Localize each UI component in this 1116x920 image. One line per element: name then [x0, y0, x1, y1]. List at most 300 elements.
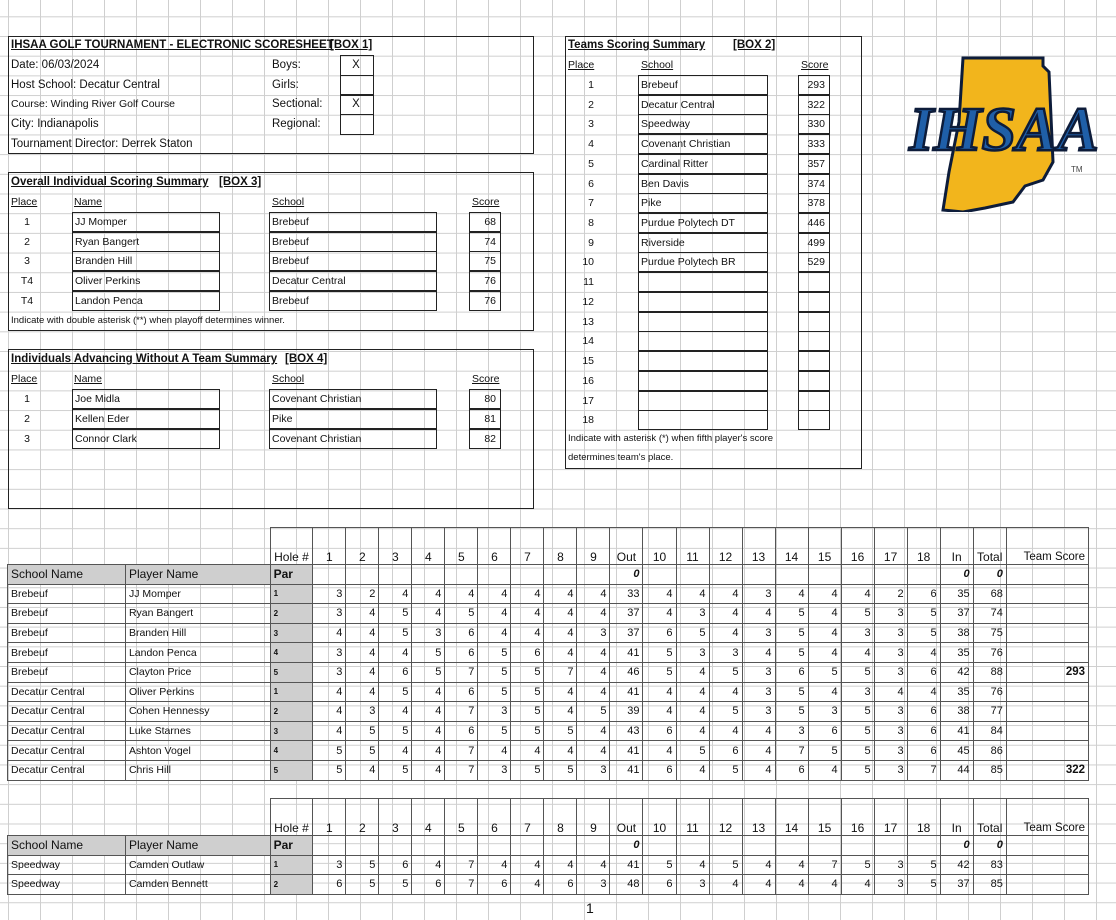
- hole-score[interactable]: 5: [775, 623, 808, 643]
- hole-score[interactable]: 42: [940, 855, 973, 875]
- hole-score[interactable]: 38: [940, 702, 973, 722]
- hole-score[interactable]: 6: [511, 643, 544, 663]
- hole-score[interactable]: 5: [841, 662, 874, 682]
- teams-place: 3: [588, 118, 594, 131]
- hole-score[interactable]: 3: [874, 760, 907, 780]
- hole-score[interactable]: 3: [841, 682, 874, 702]
- hole-score[interactable]: 5: [709, 855, 742, 875]
- hole-score[interactable]: 4: [676, 721, 709, 741]
- hole-score[interactable]: 5: [511, 721, 544, 741]
- school-name: Decatur Central: [8, 702, 126, 722]
- hole-score[interactable]: 4: [841, 584, 874, 604]
- hole-score[interactable]: 4: [379, 741, 412, 761]
- hole-score[interactable]: 4: [643, 702, 676, 722]
- player-name: Luke Starnes: [125, 721, 270, 741]
- hole-score[interactable]: 5: [841, 741, 874, 761]
- hole-score[interactable]: 37: [610, 604, 643, 624]
- hole-score[interactable]: 4: [412, 760, 445, 780]
- hole-score[interactable]: 5: [709, 702, 742, 722]
- hole-score[interactable]: 6: [643, 760, 676, 780]
- hole-score[interactable]: 4: [478, 741, 511, 761]
- hole-score[interactable]: 4: [478, 855, 511, 875]
- hole-score[interactable]: 4: [544, 643, 577, 663]
- hole-score[interactable]: 3: [808, 702, 841, 722]
- hole-score[interactable]: 41: [940, 721, 973, 741]
- hole-score[interactable]: 37: [940, 604, 973, 624]
- hole-score[interactable]: 4: [577, 682, 610, 702]
- hole-score[interactable]: 6: [445, 623, 478, 643]
- par-cell: [643, 565, 676, 585]
- hole-score[interactable]: 4: [346, 604, 379, 624]
- hole-score[interactable]: 85: [973, 875, 1006, 895]
- hole-score[interactable]: 5: [313, 760, 346, 780]
- hole-score[interactable]: 5: [841, 604, 874, 624]
- hole-score[interactable]: 4: [808, 760, 841, 780]
- hole-score[interactable]: 5: [379, 875, 412, 895]
- hole-score[interactable]: 4: [709, 875, 742, 895]
- hole-score[interactable]: 35: [940, 682, 973, 702]
- hole-score[interactable]: 6: [445, 721, 478, 741]
- hole-score[interactable]: 4: [808, 623, 841, 643]
- hole-score[interactable]: 4: [874, 682, 907, 702]
- hole-score[interactable]: 35: [940, 643, 973, 663]
- hole-score[interactable]: 5: [841, 702, 874, 722]
- teams-note-2: determines team's place.: [568, 452, 674, 463]
- player-number: 3: [270, 623, 313, 643]
- overall-place: T4: [20, 275, 34, 288]
- hole-score[interactable]: 4: [742, 604, 775, 624]
- hole-score[interactable]: 6: [907, 741, 940, 761]
- teams-place: 4: [588, 138, 594, 151]
- hole-score[interactable]: 4: [742, 643, 775, 663]
- hole-score[interactable]: 4: [346, 682, 379, 702]
- player-name: Oliver Perkins: [125, 682, 270, 702]
- hole-score[interactable]: 41: [610, 760, 643, 780]
- hole-score[interactable]: 4: [577, 604, 610, 624]
- hole-score[interactable]: 4: [676, 662, 709, 682]
- hole-score[interactable]: 4: [676, 760, 709, 780]
- hole-score[interactable]: 41: [610, 643, 643, 663]
- hole-score[interactable]: 5: [346, 741, 379, 761]
- hole-score[interactable]: 3: [742, 623, 775, 643]
- hole-score[interactable]: 4: [808, 643, 841, 663]
- hole-score[interactable]: 5: [775, 702, 808, 722]
- overall-name: JJ Momper: [75, 216, 127, 228]
- hole-score[interactable]: 6: [313, 875, 346, 895]
- hole-score[interactable]: 68: [973, 584, 1006, 604]
- hole-score[interactable]: 4: [709, 604, 742, 624]
- hole-score[interactable]: 4: [643, 584, 676, 604]
- hole-score[interactable]: 5: [643, 662, 676, 682]
- hole-score[interactable]: 5: [445, 604, 478, 624]
- par-cell: [445, 836, 478, 856]
- hole-score[interactable]: 3: [874, 643, 907, 663]
- teams-school-box: [638, 312, 768, 332]
- player-number: 1: [270, 584, 313, 604]
- hole-score[interactable]: 7: [445, 662, 478, 682]
- hole-score[interactable]: 4: [313, 623, 346, 643]
- hole-score[interactable]: 6: [412, 875, 445, 895]
- hole-score[interactable]: 41: [610, 855, 643, 875]
- hole-score[interactable]: 4: [709, 721, 742, 741]
- hole-score[interactable]: 5: [841, 855, 874, 875]
- logo-tm: TM: [1071, 165, 1083, 174]
- hole-score[interactable]: 3: [313, 604, 346, 624]
- hole-score[interactable]: 4: [907, 643, 940, 663]
- hole-score[interactable]: 4: [412, 682, 445, 702]
- hole-score[interactable]: 3: [874, 702, 907, 722]
- hole-score[interactable]: 3: [742, 682, 775, 702]
- hole-score[interactable]: 5: [346, 721, 379, 741]
- hole-score[interactable]: 4: [577, 584, 610, 604]
- hole-score[interactable]: 6: [808, 721, 841, 741]
- box1-label: [BOX 1]: [330, 39, 373, 51]
- hole-score[interactable]: 5: [511, 702, 544, 722]
- hole-score[interactable]: 3: [412, 623, 445, 643]
- hole-score[interactable]: 4: [379, 643, 412, 663]
- hole-score[interactable]: 4: [808, 604, 841, 624]
- hole-score[interactable]: 5: [577, 702, 610, 722]
- hole-score[interactable]: 4: [676, 584, 709, 604]
- hole-score[interactable]: 5: [346, 855, 379, 875]
- hole-score[interactable]: 4: [544, 702, 577, 722]
- overall-place: 1: [24, 216, 30, 228]
- hole-score[interactable]: 5: [478, 643, 511, 663]
- hole-score[interactable]: 5: [676, 623, 709, 643]
- hole-score[interactable]: 4: [808, 875, 841, 895]
- hole-score[interactable]: 5: [775, 604, 808, 624]
- hole-score[interactable]: 5: [775, 682, 808, 702]
- hole-score[interactable]: 5: [412, 662, 445, 682]
- hole-score[interactable]: 3: [775, 721, 808, 741]
- hole-score[interactable]: 4: [412, 604, 445, 624]
- hole-score[interactable]: 4: [577, 855, 610, 875]
- hole-score[interactable]: 3: [874, 662, 907, 682]
- hole-score[interactable]: 3: [874, 741, 907, 761]
- team-score: [1006, 604, 1088, 624]
- hole-score[interactable]: 37: [610, 623, 643, 643]
- hole-score[interactable]: 5: [379, 721, 412, 741]
- hole-score[interactable]: 7: [775, 741, 808, 761]
- hole-score[interactable]: 4: [544, 604, 577, 624]
- hole-score[interactable]: 3: [742, 702, 775, 722]
- hole-score[interactable]: 4: [478, 623, 511, 643]
- hole-score[interactable]: 5: [775, 643, 808, 663]
- hole-score[interactable]: 5: [511, 682, 544, 702]
- hole-score[interactable]: 5: [907, 604, 940, 624]
- hole-score[interactable]: 4: [544, 855, 577, 875]
- hole-number: 9: [577, 528, 610, 565]
- hole-score[interactable]: 3: [841, 623, 874, 643]
- girls-checkbox[interactable]: [340, 75, 374, 96]
- hole-score[interactable]: 5: [907, 855, 940, 875]
- hole-score[interactable]: 7: [445, 702, 478, 722]
- hole-score[interactable]: 4: [379, 702, 412, 722]
- hole-score[interactable]: 4: [412, 721, 445, 741]
- hole-score[interactable]: 4: [313, 702, 346, 722]
- hole-score[interactable]: 4: [346, 760, 379, 780]
- hole-score[interactable]: 38: [940, 623, 973, 643]
- hole-score[interactable]: 3: [577, 760, 610, 780]
- hole-score[interactable]: 4: [808, 682, 841, 702]
- hole-score[interactable]: 4: [511, 623, 544, 643]
- advancing-name: Kellen Eder: [75, 412, 130, 425]
- hole-score[interactable]: 37: [940, 875, 973, 895]
- hole-score[interactable]: 4: [511, 741, 544, 761]
- hole-score[interactable]: 6: [445, 682, 478, 702]
- hole-score[interactable]: 4: [544, 682, 577, 702]
- hole-score[interactable]: 41: [610, 741, 643, 761]
- hole-score[interactable]: 6: [775, 662, 808, 682]
- hole-score[interactable]: 6: [643, 623, 676, 643]
- hole-score[interactable]: 84: [973, 721, 1006, 741]
- player-row: [8, 584, 1089, 604]
- hole-score[interactable]: 5: [478, 662, 511, 682]
- hole-score[interactable]: 7: [808, 855, 841, 875]
- hole-score[interactable]: 3: [313, 643, 346, 663]
- player-number: 3: [270, 721, 313, 741]
- hole-score[interactable]: 5: [511, 760, 544, 780]
- hole-score[interactable]: 3: [346, 702, 379, 722]
- hole-score[interactable]: 4: [643, 682, 676, 702]
- hole-score[interactable]: 3: [742, 662, 775, 682]
- hole-score[interactable]: 5: [643, 643, 676, 663]
- hole-score[interactable]: 3: [874, 623, 907, 643]
- hole-score[interactable]: 4: [808, 584, 841, 604]
- hole-score[interactable]: 2: [874, 584, 907, 604]
- hole-score[interactable]: 3: [577, 623, 610, 643]
- hole-score[interactable]: 6: [379, 855, 412, 875]
- hole-score[interactable]: 6: [907, 584, 940, 604]
- hole-number: 9: [577, 799, 610, 836]
- hole-score[interactable]: 3: [676, 875, 709, 895]
- hole-score[interactable]: 5: [412, 643, 445, 663]
- par-cell: [313, 565, 346, 585]
- teams-col-score: Score: [801, 59, 829, 71]
- hole-score[interactable]: 5: [379, 682, 412, 702]
- hole-score[interactable]: 5: [544, 721, 577, 741]
- overall-place: 2: [24, 235, 30, 248]
- hole-score[interactable]: 4: [544, 623, 577, 643]
- hole-score[interactable]: 88: [973, 662, 1006, 682]
- hole-score[interactable]: 5: [907, 875, 940, 895]
- hole-score[interactable]: 4: [577, 721, 610, 741]
- hole-score[interactable]: 4: [742, 760, 775, 780]
- hole-score[interactable]: 4: [577, 643, 610, 663]
- hole-score[interactable]: 3: [313, 855, 346, 875]
- hole-score[interactable]: 5: [313, 741, 346, 761]
- hole-score[interactable]: 74: [973, 604, 1006, 624]
- school-name: Decatur Central: [8, 760, 126, 780]
- director-field: Tournament Director: Derrek Staton: [11, 138, 193, 150]
- hole-score[interactable]: 6: [643, 875, 676, 895]
- hole-score[interactable]: 4: [577, 662, 610, 682]
- hole-score[interactable]: 5: [709, 662, 742, 682]
- hole-score[interactable]: 3: [313, 584, 346, 604]
- hole-score[interactable]: 6: [907, 662, 940, 682]
- hole-score[interactable]: 4: [346, 623, 379, 643]
- hole-score[interactable]: 4: [511, 604, 544, 624]
- hole-score[interactable]: 83: [973, 855, 1006, 875]
- hole-score[interactable]: 4: [841, 875, 874, 895]
- hole-score[interactable]: 4: [709, 584, 742, 604]
- hole-score[interactable]: 4: [643, 741, 676, 761]
- par-cell: 0: [610, 836, 643, 856]
- school-name: Brebeuf: [8, 662, 126, 682]
- team-score: 322: [1006, 760, 1088, 780]
- hole-score[interactable]: 4: [511, 855, 544, 875]
- hole-score[interactable]: 4: [379, 584, 412, 604]
- hole-score[interactable]: 4: [907, 682, 940, 702]
- hole-score[interactable]: 6: [643, 721, 676, 741]
- hole-score[interactable]: 4: [313, 682, 346, 702]
- team-score: [1006, 855, 1088, 875]
- teams-school: Decatur Central: [641, 98, 715, 111]
- hole-score[interactable]: 4: [742, 721, 775, 741]
- hole-score[interactable]: 7: [445, 741, 478, 761]
- teams-school: Covenant Christian: [641, 138, 731, 151]
- hole-score[interactable]: 4: [544, 584, 577, 604]
- hole-score[interactable]: 7: [445, 875, 478, 895]
- hole-score[interactable]: 4: [346, 662, 379, 682]
- hole-score[interactable]: 46: [610, 662, 643, 682]
- hole-score[interactable]: 4: [544, 741, 577, 761]
- hole-score[interactable]: 6: [907, 702, 940, 722]
- hole-score[interactable]: 5: [478, 721, 511, 741]
- hole-score[interactable]: 4: [412, 584, 445, 604]
- hole-score[interactable]: 3: [874, 855, 907, 875]
- hole-score[interactable]: 39: [610, 702, 643, 722]
- school-name: Brebeuf: [8, 584, 126, 604]
- hole-score[interactable]: 5: [676, 741, 709, 761]
- hole-score[interactable]: 7: [544, 662, 577, 682]
- hole-score[interactable]: 4: [709, 682, 742, 702]
- teams-score-box: [798, 312, 830, 332]
- team-score: 293: [1006, 662, 1088, 682]
- hole-score[interactable]: 4: [709, 623, 742, 643]
- hole-score[interactable]: 77: [973, 702, 1006, 722]
- hole-score[interactable]: 4: [478, 584, 511, 604]
- player-name: Ashton Vogel: [125, 741, 270, 761]
- player-name: Clayton Price: [125, 662, 270, 682]
- hole-score[interactable]: 4: [742, 875, 775, 895]
- hole-score[interactable]: 4: [775, 584, 808, 604]
- hole-score[interactable]: 3: [874, 604, 907, 624]
- hole-score[interactable]: 4: [511, 875, 544, 895]
- hole-score[interactable]: 4: [775, 855, 808, 875]
- hole-score[interactable]: 5: [379, 760, 412, 780]
- hole-score[interactable]: 3: [742, 584, 775, 604]
- hole-score[interactable]: 5: [643, 855, 676, 875]
- hole-score[interactable]: 6: [544, 875, 577, 895]
- hole-score[interactable]: 6: [907, 721, 940, 741]
- hole-score[interactable]: 4: [478, 604, 511, 624]
- hole-score[interactable]: 4: [412, 741, 445, 761]
- hole-score[interactable]: 5: [544, 760, 577, 780]
- hole-score[interactable]: 3: [874, 721, 907, 741]
- hole-score[interactable]: 3: [709, 643, 742, 663]
- hole-score[interactable]: 4: [676, 702, 709, 722]
- hole-number: 12: [709, 799, 742, 836]
- hole-score[interactable]: 4: [346, 643, 379, 663]
- teams-school-box: [638, 410, 768, 430]
- hole-score[interactable]: 6: [775, 760, 808, 780]
- team-score: [1006, 741, 1088, 761]
- hole-score[interactable]: 4: [742, 741, 775, 761]
- hole-score[interactable]: 3: [676, 604, 709, 624]
- hole-score[interactable]: 86: [973, 741, 1006, 761]
- hole-score[interactable]: 4: [412, 702, 445, 722]
- hole-score[interactable]: 6: [478, 875, 511, 895]
- hole-score[interactable]: 85: [973, 760, 1006, 780]
- hole-score[interactable]: 44: [940, 760, 973, 780]
- hole-score[interactable]: 4: [313, 721, 346, 741]
- hole-score[interactable]: 5: [841, 721, 874, 741]
- hole-score[interactable]: 7: [445, 855, 478, 875]
- par-cell: [907, 836, 940, 856]
- hole-score[interactable]: 4: [577, 741, 610, 761]
- hole-score[interactable]: 6: [709, 741, 742, 761]
- hole-score[interactable]: 4: [643, 604, 676, 624]
- hole-score[interactable]: 4: [841, 643, 874, 663]
- hole-score[interactable]: 6: [445, 643, 478, 663]
- hole-number: 3: [379, 799, 412, 836]
- hole-score[interactable]: 5: [907, 623, 940, 643]
- hole-score[interactable]: 5: [379, 604, 412, 624]
- hole-score[interactable]: 5: [709, 760, 742, 780]
- hole-score[interactable]: 4: [511, 584, 544, 604]
- hole-score[interactable]: 33: [610, 584, 643, 604]
- hole-score[interactable]: 76: [973, 682, 1006, 702]
- hole-number: Out: [610, 799, 643, 836]
- hole-score[interactable]: 35: [940, 584, 973, 604]
- hole-score[interactable]: 7: [445, 760, 478, 780]
- hole-score[interactable]: 4: [445, 584, 478, 604]
- hole-score[interactable]: 3: [577, 875, 610, 895]
- hole-score[interactable]: 7: [907, 760, 940, 780]
- hole-score[interactable]: 5: [511, 662, 544, 682]
- hole-score[interactable]: 2: [346, 584, 379, 604]
- hole-score[interactable]: 5: [808, 662, 841, 682]
- hole-score[interactable]: 3: [478, 702, 511, 722]
- hole-score[interactable]: 41: [610, 682, 643, 702]
- regional-checkbox[interactable]: [340, 114, 374, 135]
- hole-score[interactable]: 4: [742, 855, 775, 875]
- hole-score[interactable]: 3: [478, 760, 511, 780]
- hole-score[interactable]: 4: [775, 875, 808, 895]
- hole-score[interactable]: 4: [676, 855, 709, 875]
- hole-score[interactable]: 76: [973, 643, 1006, 663]
- hole-number: 1: [313, 799, 346, 836]
- hole-score[interactable]: 3: [874, 875, 907, 895]
- hole-score[interactable]: 48: [610, 875, 643, 895]
- hole-score[interactable]: 5: [478, 682, 511, 702]
- hole-score[interactable]: 43: [610, 721, 643, 741]
- hole-score[interactable]: 4: [676, 682, 709, 702]
- hole-score[interactable]: 5: [346, 875, 379, 895]
- hole-score[interactable]: 5: [379, 623, 412, 643]
- hole-score[interactable]: 3: [313, 662, 346, 682]
- hole-score[interactable]: 42: [940, 662, 973, 682]
- hole-score[interactable]: 6: [379, 662, 412, 682]
- hole-score[interactable]: 4: [412, 855, 445, 875]
- hole-score[interactable]: 3: [676, 643, 709, 663]
- hole-score[interactable]: 5: [841, 760, 874, 780]
- hole-score[interactable]: 5: [808, 741, 841, 761]
- hole-score[interactable]: 75: [973, 623, 1006, 643]
- hole-score[interactable]: 45: [940, 741, 973, 761]
- player-number: 4: [270, 741, 313, 761]
